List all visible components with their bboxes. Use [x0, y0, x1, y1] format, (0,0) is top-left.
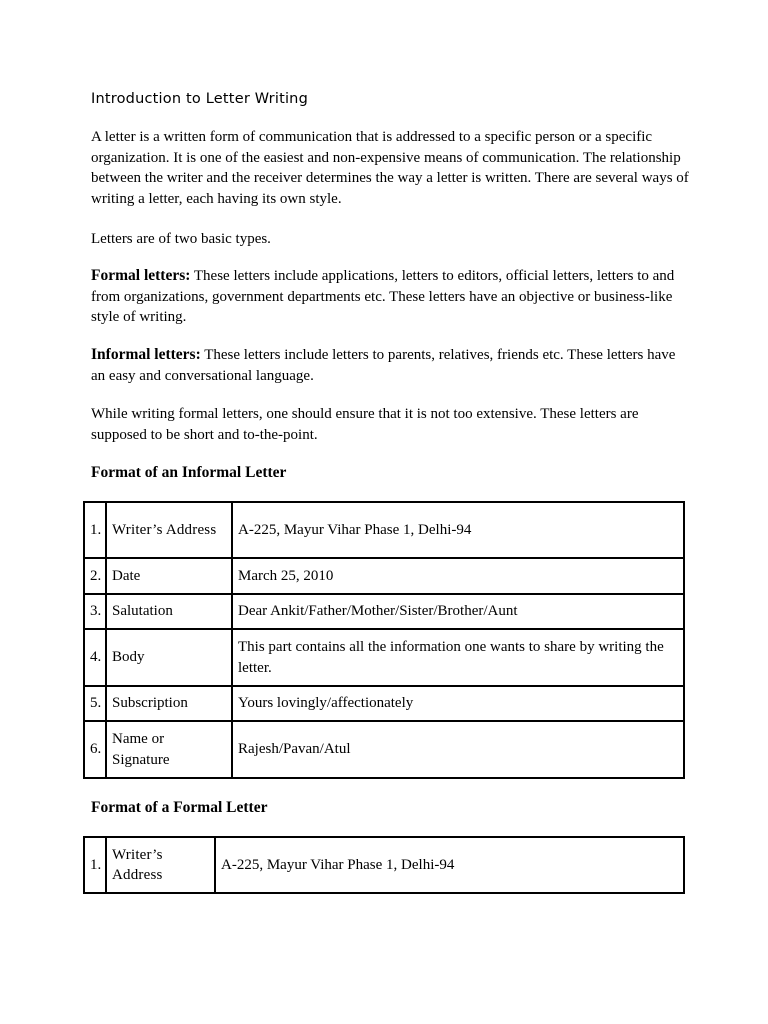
- formal-letters-text: These letters include applications, letters to editors, official letters, letters to and from organizations, government departments etc. These letters have an objective or business-like style of writing.: [91, 268, 675, 325]
- row-field: Body: [106, 629, 232, 686]
- table-row: [84, 721, 684, 778]
- row-value: A-225, Mayur Vihar Phase 1, Delhi-94: [232, 502, 684, 558]
- types-paragraph: Letters are of two basic types.: [91, 231, 271, 247]
- row-value: Rajesh/Pavan/Atul: [232, 721, 684, 778]
- row-value: March 25, 2010: [232, 558, 684, 594]
- row-field: Salutation: [106, 594, 232, 629]
- row-number: 6.: [84, 721, 106, 778]
- table-row: [84, 629, 684, 686]
- informal-letters-paragraph: [91, 345, 691, 386]
- table-row: [84, 502, 684, 558]
- row-field: Writer’s Address: [106, 837, 215, 893]
- informal-format-heading: Format of an Informal Letter: [91, 464, 287, 481]
- row-field: Subscription: [106, 686, 232, 721]
- row-value: Yours lovingly/affectionately: [232, 686, 684, 721]
- row-number: 4.: [84, 629, 106, 686]
- row-number: 1.: [84, 837, 106, 893]
- informal-letters-label: Informal letters:: [91, 346, 201, 363]
- table-row: [84, 837, 684, 893]
- row-number: 5.: [84, 686, 106, 721]
- row-number: 1.: [84, 502, 106, 558]
- advice-paragraph: While writing formal letters, one should ensure that it is not too extensive. These letters are supposed to be short and to-the-point.: [91, 406, 639, 443]
- formal-format-table: [83, 836, 685, 894]
- row-field: Date: [106, 558, 232, 594]
- document-title: Introduction to Letter Writing: [91, 91, 308, 107]
- row-field: Name or Signature: [106, 721, 232, 778]
- row-number: 3.: [84, 594, 106, 629]
- table-row: [84, 594, 684, 629]
- row-number: 2.: [84, 558, 106, 594]
- row-value: This part contains all the information one wants to share by writing the letter.: [232, 629, 684, 686]
- formal-format-heading: Format of a Formal Letter: [91, 799, 268, 816]
- table-row: [84, 686, 684, 721]
- row-value: Dear Ankit/Father/Mother/Sister/Brother/Aunt: [232, 594, 684, 629]
- table-row: [84, 558, 684, 594]
- formal-letters-label: Formal letters:: [91, 267, 191, 284]
- row-field: Writer’s Address: [106, 502, 232, 558]
- informal-format-table: [83, 501, 685, 779]
- intro-paragraph: A letter is a written form of communication that is addressed to a specific person or a specific organization. It is one of the easiest and non-expensive means of communication. The relationship between the writer and the receiver determines the way a letter is written. There are several ways of writing a letter, each having its own style.: [91, 129, 689, 207]
- row-value: A-225, Mayur Vihar Phase 1, Delhi-94: [215, 837, 684, 893]
- formal-letters-paragraph: [91, 266, 691, 328]
- informal-letters-text: These letters include letters to parents, relatives, friends etc. These letters have an easy and conversational language.: [91, 347, 676, 384]
